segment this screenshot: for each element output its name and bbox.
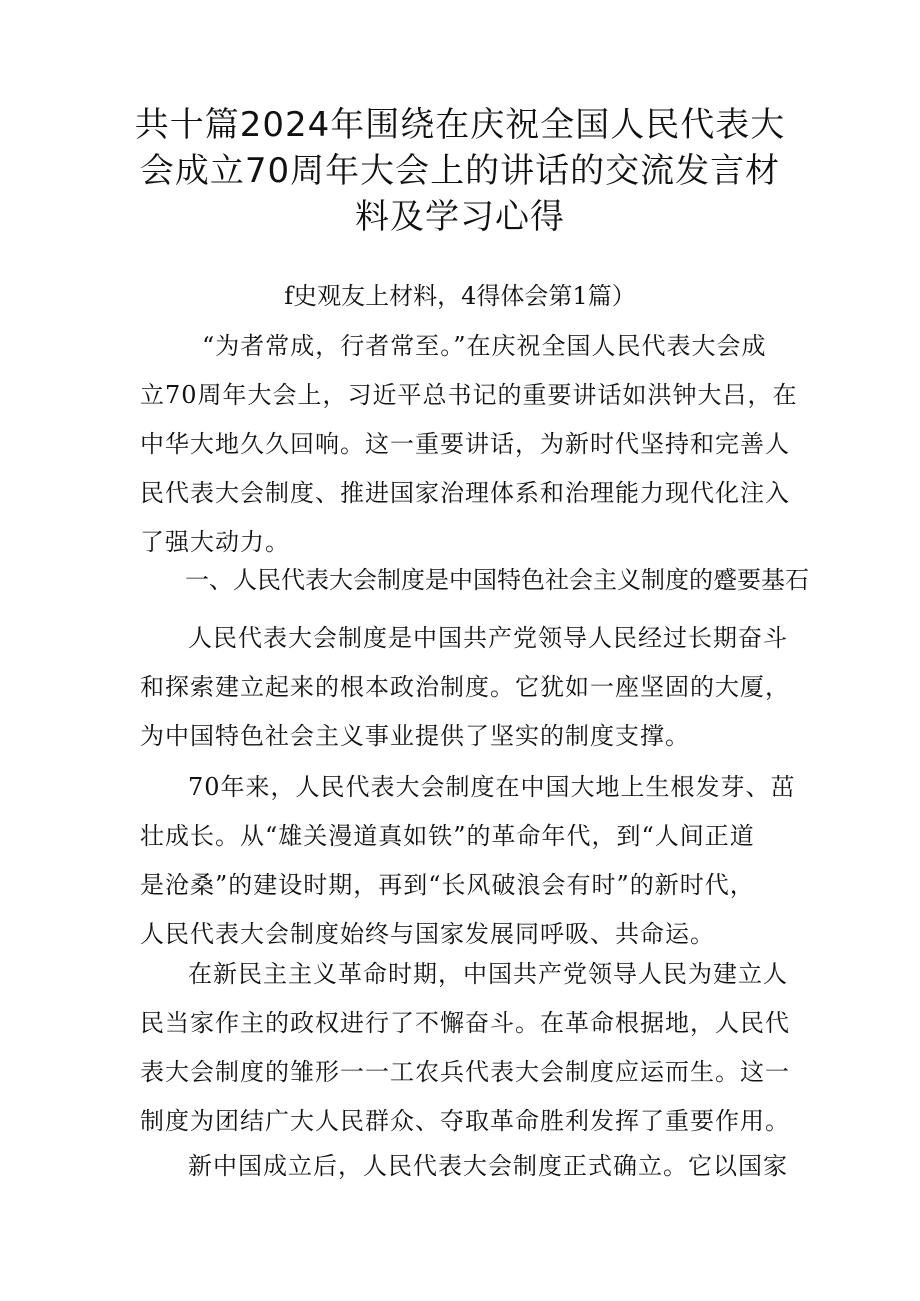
paragraph-line: 表大会制度的雏形一一工农兵代表大会制度应运而生。这一 [140,1058,790,1086]
intro-paragraph [140,322,798,567]
paragraph-line: 中华大地久久回响。这一重要讲话，为新时代坚持和完善人 [140,430,790,458]
paragraph-line: 民当家作主的政权进行了不懈奋斗。在革命根据地，人民代 [140,1009,790,1037]
body-paragraph [140,763,796,959]
paragraph-line: 和探索建立起来的根本政治制度。它犹如一座坚固的大厦， [140,673,790,701]
body-paragraph [140,614,790,761]
paragraph-line: 制度为团结广大人民群众、夺取革命胜利发挥了重要作用。 [140,1107,790,1135]
section-heading: 一、人民代表大会制度是中国特色社会主义制度的蹙要基石 [185,566,809,594]
title-line: 会成立70周年大会上的讲话的交流发言材 [139,151,781,191]
body-paragraph [140,950,790,1146]
paragraph-line: 70年来，人民代表大会制度在中国大地上生根发芽、茁 [188,773,796,801]
title-line: 料及学习心得 [355,197,565,237]
paragraph-line: 在新民主主义革命时期，中国共产党领导人民为建立人 [188,960,788,988]
paragraph-line: 新中国成立后，人民代表大会制度正式确立。它以国家 [188,1152,788,1180]
paragraph-line: 壮成长。从“雄关漫道真如铁”的革命年代，到“人间正道 [140,822,755,850]
paragraph-line: 人民代表大会制度始终与国家发展同呼吸、共命运。 [140,920,715,948]
title-line: 共十篇2024年围绕在庆祝全国人民代表大 [134,105,786,145]
paragraph-line: 民代表大会制度、推进国家治理体系和治理能力现代化注入 [140,479,790,507]
paragraph-line: 为中国特色社会主义事业提供了坚实的制度支撑。 [140,722,690,750]
paragraph-line: 立70周年大会上，习近平总书记的重要讲话如洪钟大吕，在 [140,381,798,409]
body-paragraph [140,1142,790,1191]
paragraph-line: 了强大动力。 [140,528,290,556]
document-subtitle: f史观友上材料，4得体会第1篇） [284,282,636,310]
paragraph-line: 是沧桑”的建设时期，再到“长风破浪会有时”的新时代， [140,871,755,899]
document-title [120,102,800,240]
paragraph-line: 人民代表大会制度是中国共产党领导人民经过长期奋斗 [188,624,788,652]
paragraph-line: “为者常成，行者常至。”在庆祝全国人民代表大会成 [202,332,767,360]
